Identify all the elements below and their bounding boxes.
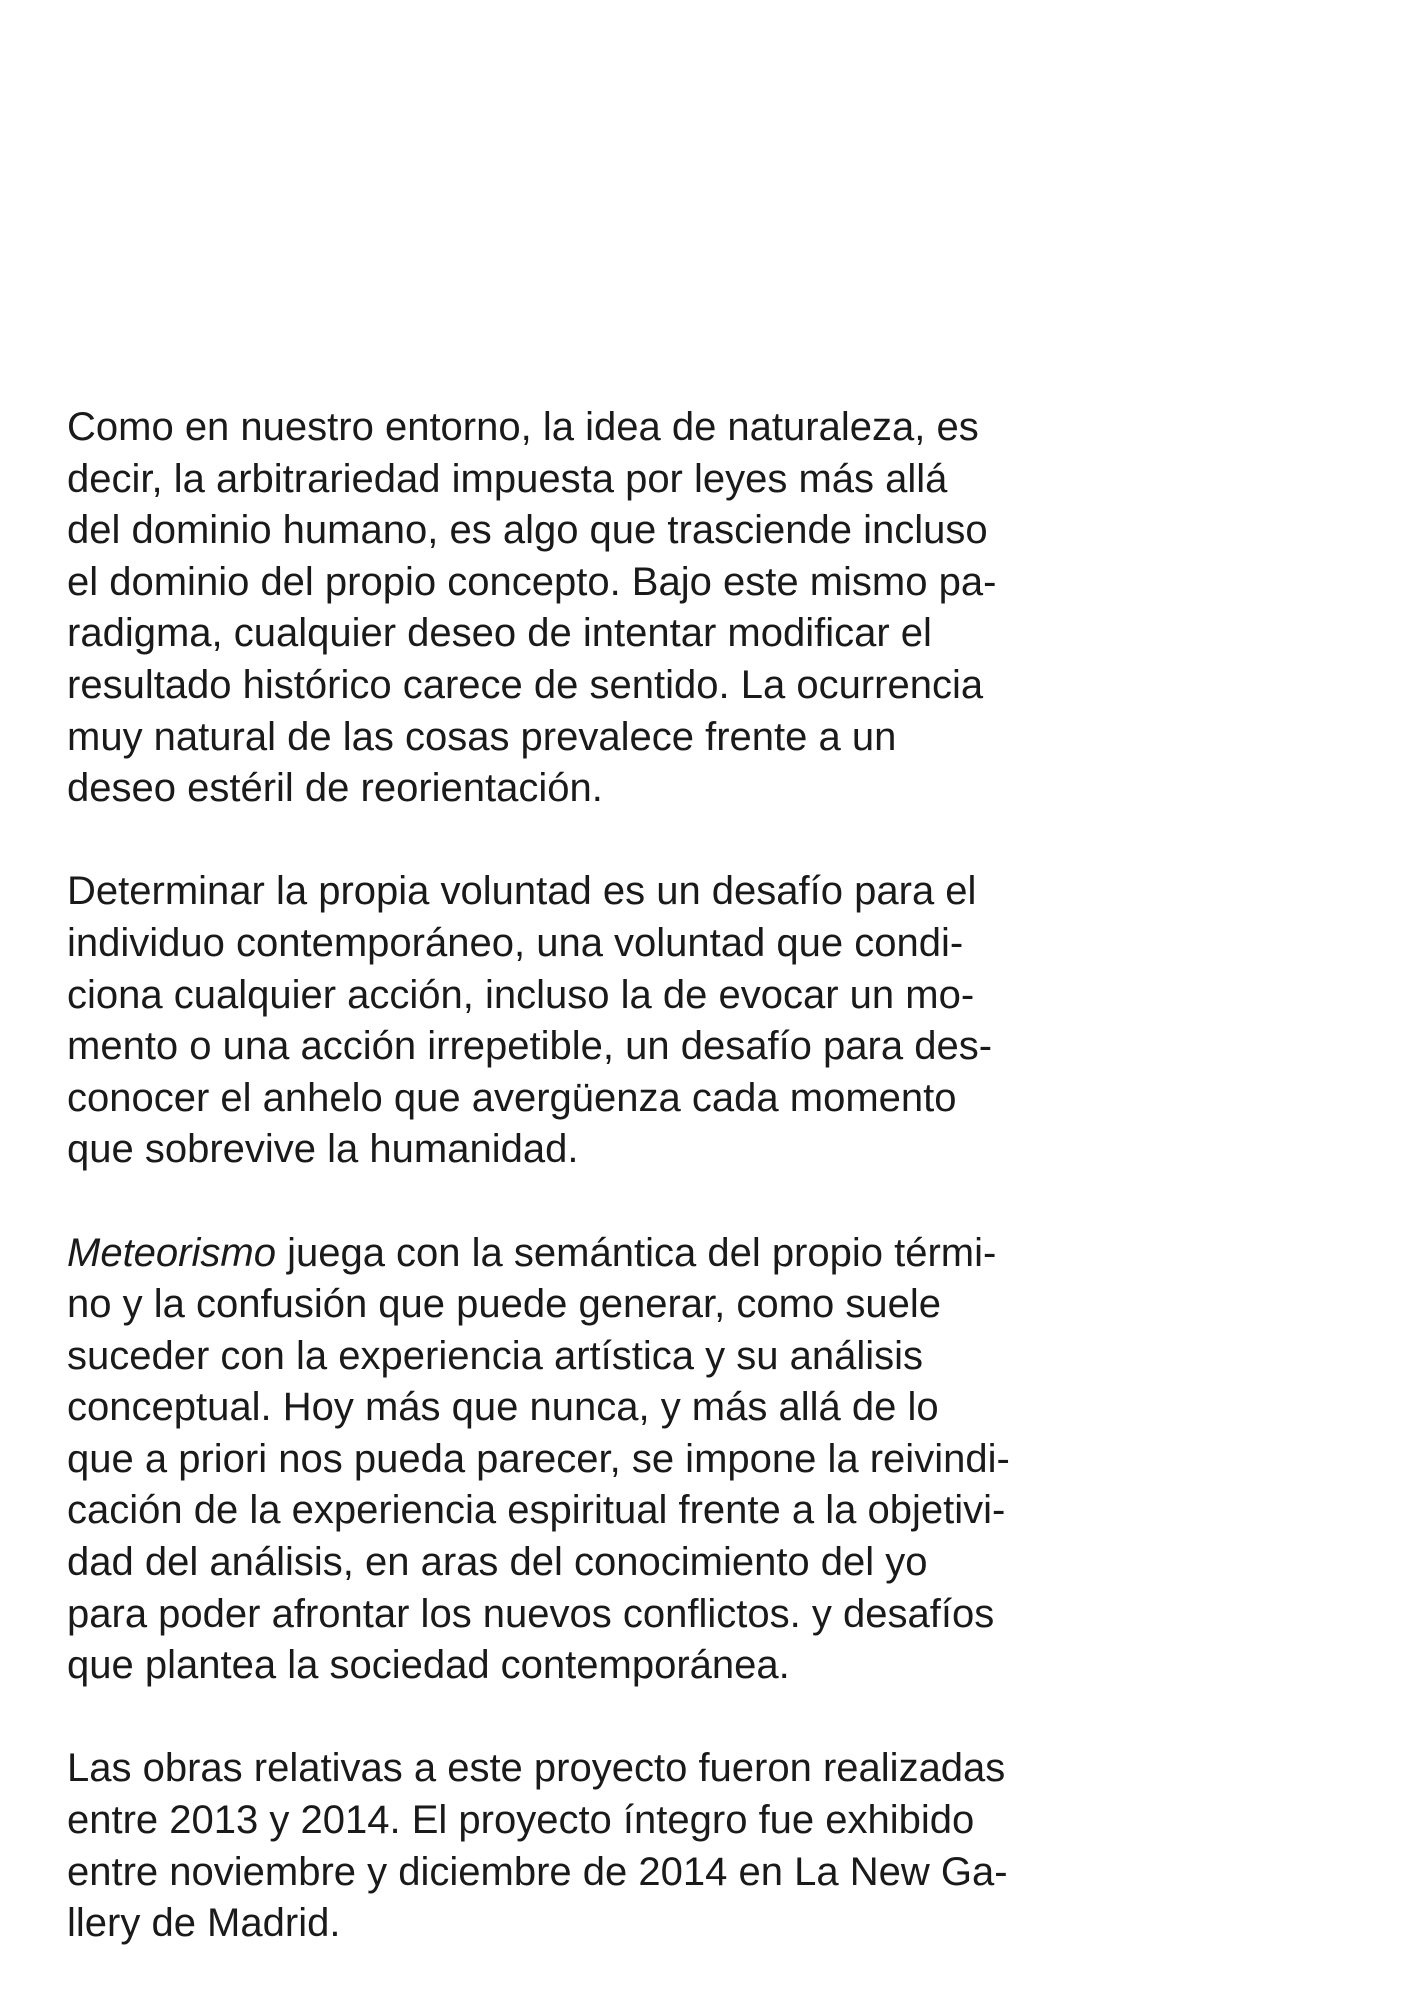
- text-line: muy natural de las cosas prevalece frente a un: [67, 714, 897, 759]
- text-fragment: juega con la semántica del propio térmi-: [275, 1230, 997, 1275]
- text-line: llery de Madrid.: [67, 1901, 341, 1946]
- text-line: entre noviembre y diciembre de 2014 en La New Ga-: [67, 1849, 1008, 1894]
- text-line: mento o una acción irrepetible, un desafío para des-: [67, 1024, 993, 1069]
- text-line: el dominio del propio concepto. Bajo este mismo pa-: [67, 559, 997, 604]
- text-line: conocer el anhelo que avergüenza cada momento: [67, 1075, 957, 1120]
- text-line: para poder afrontar los nuevos conflictos. y desafíos: [67, 1591, 995, 1636]
- text-line: suceder con la experiencia artística y su análisis: [67, 1333, 923, 1378]
- text-line: deseo estéril de reorientación.: [67, 766, 603, 811]
- text-line: decir, la arbitrariedad impuesta por leyes más allá: [67, 456, 948, 501]
- paragraph-3: [67, 1228, 1167, 1692]
- text-line: del dominio humano, es algo que trasciende incluso: [67, 508, 988, 553]
- text-line: resultado histórico carece de sentido. La ocurrencia: [67, 662, 984, 707]
- text-line: que plantea la sociedad contemporánea.: [67, 1643, 790, 1688]
- text-line: Determinar la propia voluntad es un desafío para el: [67, 869, 977, 914]
- text-line: [67, 1228, 1167, 1280]
- body-text: [67, 402, 1167, 2001]
- text-line: Como en nuestro entorno, la idea de naturaleza, es: [67, 405, 979, 449]
- text-line: individuo contemporáneo, una voluntad que condi-: [67, 920, 964, 965]
- italic-title: Meteorismo: [67, 1230, 276, 1275]
- text-line: dad del análisis, en aras del conocimiento del yo: [67, 1540, 928, 1585]
- text-line: conceptual. Hoy más que nunca, y más allá de lo: [67, 1385, 939, 1430]
- text-line: radigma, cualquier deseo de intentar modificar el: [67, 611, 932, 656]
- text-line: que a priori nos pueda parecer, se impone la reivindi-: [67, 1436, 1010, 1481]
- text-line: no y la confusión que puede generar, como suele: [67, 1282, 941, 1327]
- paragraph-4: [67, 1743, 1167, 1949]
- text-line: Las obras relativas a este proyecto fueron realizadas: [67, 1746, 1006, 1791]
- text-line: cación de la experiencia espiritual frente a la objetivi-: [67, 1488, 1006, 1533]
- paragraph-2: [67, 866, 1167, 1176]
- paragraph-1: [67, 402, 1167, 815]
- text-line: ciona cualquier acción, incluso la de evocar un mo-: [67, 972, 975, 1017]
- text-line: entre 2013 y 2014. El proyecto íntegro fue exhibido: [67, 1798, 975, 1843]
- text-line: que sobrevive la humanidad.: [67, 1127, 579, 1172]
